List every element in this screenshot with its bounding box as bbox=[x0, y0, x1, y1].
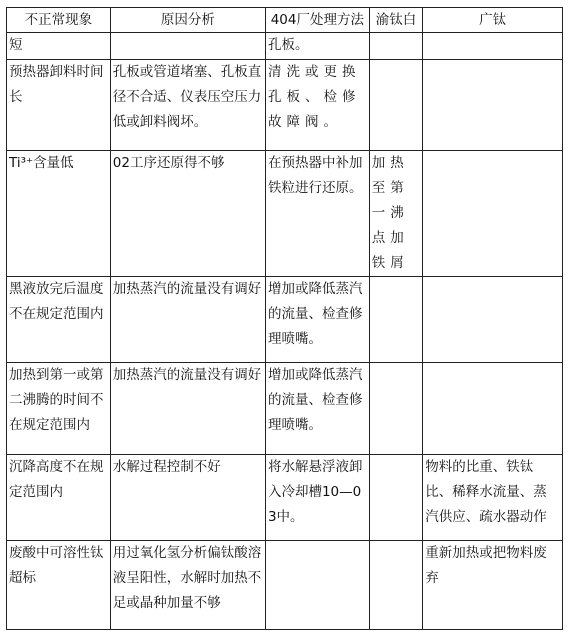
cell-phenomenon: 黑液放完后温度不在规定范围内 bbox=[7, 277, 111, 363]
cell-method-404: 在预热器中补加铁粒进行还原。 bbox=[265, 151, 369, 277]
cell-cause: 孔板或管道堵塞、孔板直径不合适、仪表压空压力低或卸料阀坏。 bbox=[110, 60, 265, 151]
troubleshooting-table bbox=[6, 7, 563, 630]
cell-guangtai bbox=[423, 363, 563, 455]
cell-phenomenon: 加热到第一或第二沸腾的时间不在规定范围内 bbox=[7, 363, 111, 455]
cell-cause: 加热蒸汽的流量没有调好 bbox=[110, 277, 265, 363]
cell-method-404: 增加或降低蒸汽的流量、检查修理喷嘴。 bbox=[265, 363, 369, 455]
cell-cause bbox=[110, 33, 265, 60]
header-yutaibai: 渝钛白 bbox=[369, 8, 422, 33]
cell-yutaibai bbox=[369, 363, 422, 455]
cell-method-404: 将水解悬浮液卸入冷却槽10—03中。 bbox=[265, 455, 369, 541]
cell-guangtai bbox=[423, 33, 563, 60]
table-row bbox=[7, 60, 563, 151]
table-row bbox=[7, 541, 563, 630]
header-abnormal-phenomenon: 不正常现象 bbox=[7, 8, 111, 33]
cell-guangtai bbox=[423, 151, 563, 277]
cell-phenomenon: 废酸中可溶性钛超标 bbox=[7, 541, 111, 630]
header-plant-404-method: 404厂处理方法 bbox=[265, 8, 369, 33]
cell-yutaibai bbox=[369, 277, 422, 363]
cell-method-404: 孔板。 bbox=[265, 33, 369, 60]
table-row bbox=[7, 277, 563, 363]
cell-yutaibai: 加热至第一沸点加铁屑 bbox=[369, 151, 422, 277]
cell-guangtai: 重新加热或把物料废弃 bbox=[423, 541, 563, 630]
table-row bbox=[7, 363, 563, 455]
cell-phenomenon: 短 bbox=[7, 33, 111, 60]
cell-phenomenon: 沉降高度不在规定范围内 bbox=[7, 455, 111, 541]
cell-method-404: 清洗或更换孔板、检修故障阀。 bbox=[265, 60, 369, 151]
cell-cause: 02工序还原得不够 bbox=[110, 151, 265, 277]
cell-yutaibai bbox=[369, 541, 422, 630]
header-cause-analysis: 原因分析 bbox=[110, 8, 265, 33]
cell-cause: 水解过程控制不好 bbox=[110, 455, 265, 541]
table-row bbox=[7, 455, 563, 541]
cell-guangtai bbox=[423, 60, 563, 151]
cell-method-404 bbox=[265, 541, 369, 630]
cell-yutaibai bbox=[369, 33, 422, 60]
cell-yutaibai bbox=[369, 60, 422, 151]
cell-phenomenon: 预热器卸料时间长 bbox=[7, 60, 111, 151]
cell-method-404: 增加或降低蒸汽的流量、检查修理喷嘴。 bbox=[265, 277, 369, 363]
table-row bbox=[7, 33, 563, 60]
cell-yutaibai bbox=[369, 455, 422, 541]
table-row bbox=[7, 151, 563, 277]
cell-cause: 加热蒸汽的流量没有调好 bbox=[110, 363, 265, 455]
cell-guangtai: 物料的比重、铁钛比、稀释水流量、蒸汽供应、疏水器动作 bbox=[423, 455, 563, 541]
cell-cause: 用过氧化氢分析偏钛酸溶液呈阳性，水解时加热不足或晶种加量不够 bbox=[110, 541, 265, 630]
cell-phenomenon: Ti³⁺含量低 bbox=[7, 151, 111, 277]
table-header-row bbox=[7, 8, 563, 33]
header-guangtai: 广钛 bbox=[423, 8, 563, 33]
cell-guangtai bbox=[423, 277, 563, 363]
